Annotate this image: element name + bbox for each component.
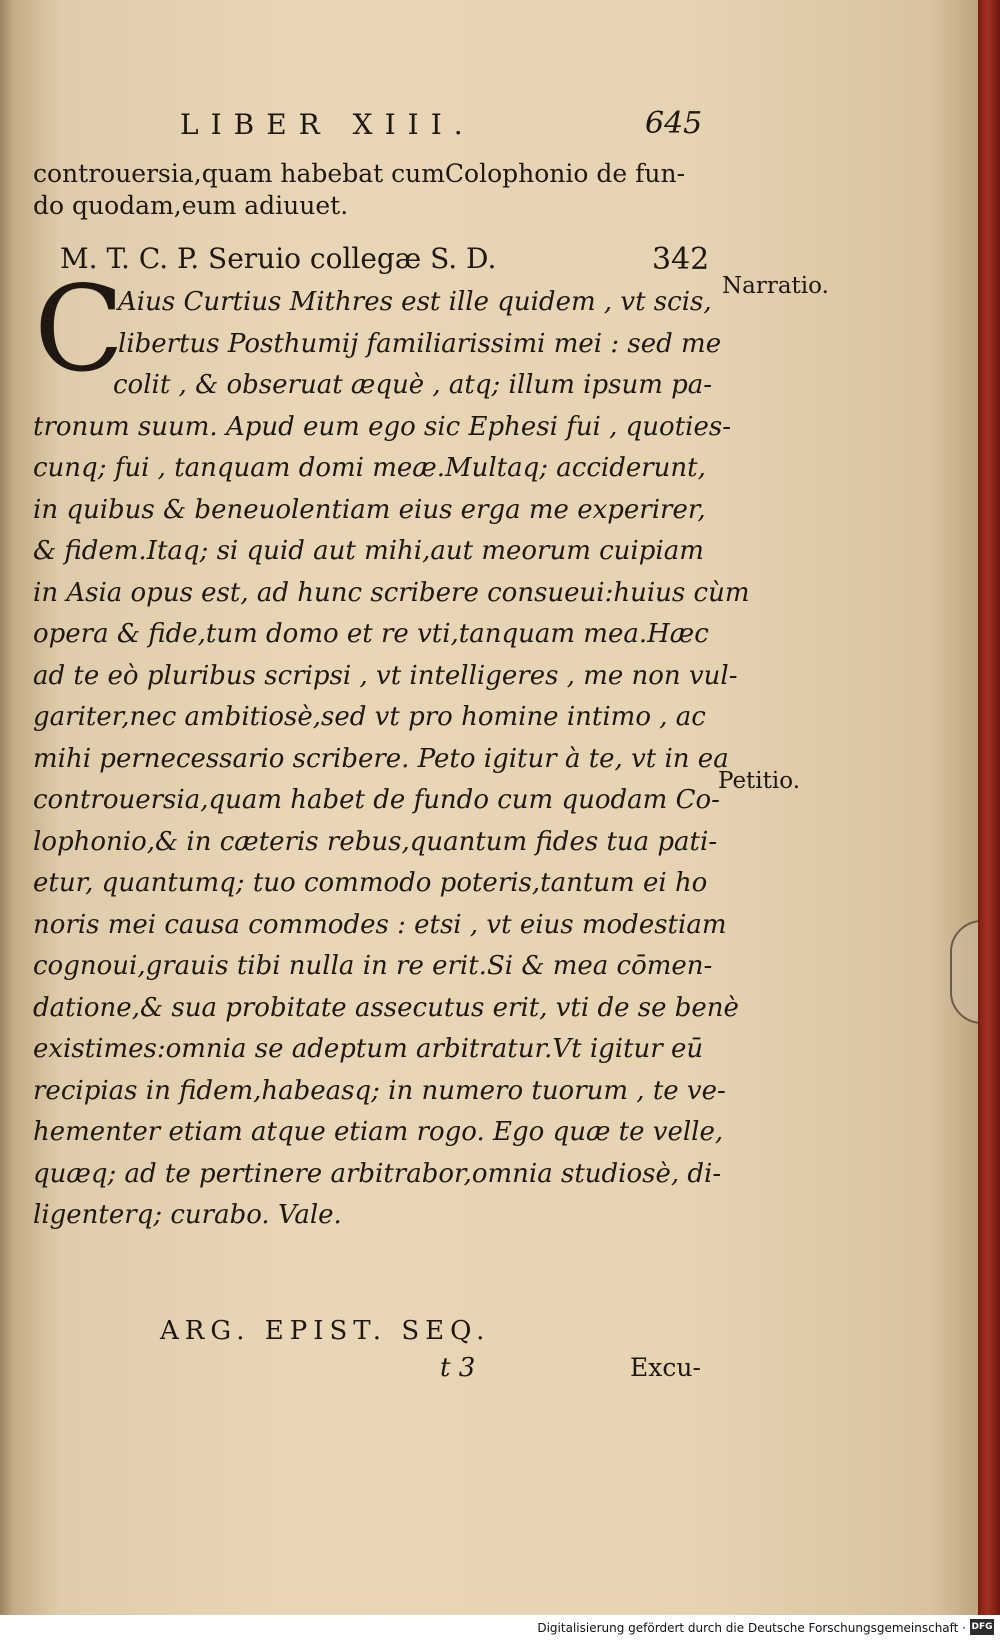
- previous-letter-ending: [33, 158, 713, 222]
- letter-salutation: M. T. C. P. Seruio collegæ S. D.: [60, 242, 497, 275]
- running-head: LIBER XIII.: [180, 108, 475, 141]
- body-line: etur, quantumq; tuo commodo poteris,tantum ei ho: [33, 868, 708, 898]
- body-line: colit , & obseruat æquè , atq; illum ipsum pa-: [113, 370, 713, 400]
- body-line: opera & fide,tum domo et re vti,tanquam mea.Hæc: [33, 619, 709, 649]
- letter-body: [33, 282, 750, 1237]
- body-line: cunq; fui , tanquam domi meæ.Multaq; acciderunt,: [33, 453, 706, 483]
- argument-heading: ARG. EPIST. SEQ.: [160, 1316, 491, 1346]
- body-line: controuersia,quam habet de fundo cum quodam Co-: [33, 785, 720, 815]
- body-line: recipias in fidem,habeasq; in numero tuorum , te ve-: [33, 1075, 726, 1106]
- body-line: lophonio,& in cæteris rebus,quantum fides tua pati-: [33, 826, 718, 857]
- body-line: hementer etiam atque etiam rogo. Ego quæ te velle,: [33, 1117, 724, 1147]
- margin-note-narratio: Narratio.: [722, 273, 829, 299]
- body-line: libertus Posthumij familiarissimi mei : sed me: [118, 328, 722, 359]
- body-line: Aius Curtius Mithres est ille quidem , vt scis,: [118, 287, 712, 317]
- funding-note: Digitalisierung gefördert durch die Deutsche Forschungsgemeinschaft ·: [537, 1621, 966, 1635]
- body-line: mihi pernecessario scribere. Peto igitur à te, vt in ea: [33, 743, 729, 774]
- body-line: quæq; ad te pertinere arbitrabor,omnia studiosè, di-: [33, 1158, 722, 1189]
- red-page-edge: [978, 0, 1000, 1615]
- body-line: in Asia opus est, ad hunc scribere consueui:huius cùm: [33, 577, 750, 608]
- previous-letter-line: controuersia,quam habebat cumColophonio de fun-: [33, 159, 686, 188]
- letter-number: 342: [652, 242, 710, 277]
- catchword: Excu-: [630, 1353, 701, 1382]
- footer-bar: [0, 1615, 1000, 1644]
- body-line: & fidem.Itaq; si quid aut mihi,aut meorum cuipiam: [33, 536, 704, 566]
- body-line: datione,& sua probitate assecutus erit, vti de se benè: [33, 992, 739, 1023]
- page-number: 645: [645, 106, 703, 141]
- body-line: gariter,nec ambitiosè,sed vt pro homine intimo , ac: [33, 702, 706, 732]
- body-line: noris mei causa commodes : etsi , vt eius modestiam: [33, 909, 727, 940]
- previous-letter-line: do quodam,eum adiuuet.: [33, 191, 349, 220]
- dfg-logo: DFG: [970, 1619, 994, 1635]
- body-line: in quibus & beneuolentiam eius erga me experirer,: [33, 494, 706, 525]
- drop-cap-initial: C: [34, 260, 125, 398]
- signature-mark: t 3: [440, 1353, 476, 1383]
- body-line: tronum suum. Apud eum ego sic Ephesi fui , quoties-: [33, 411, 731, 442]
- body-line: ad te eò pluribus scripsi , vt intelligeres , me non vul-: [33, 660, 738, 691]
- body-line: ligenterq; curabo. Vale.: [33, 1200, 342, 1230]
- body-line: existimes:omnia se adeptum arbitratur.Vt igitur eū: [33, 1034, 704, 1064]
- margin-note-petitio: Petitio.: [718, 768, 801, 794]
- body-line: cognoui,grauis tibi nulla in re erit.Si & mea cōmen-: [33, 951, 713, 981]
